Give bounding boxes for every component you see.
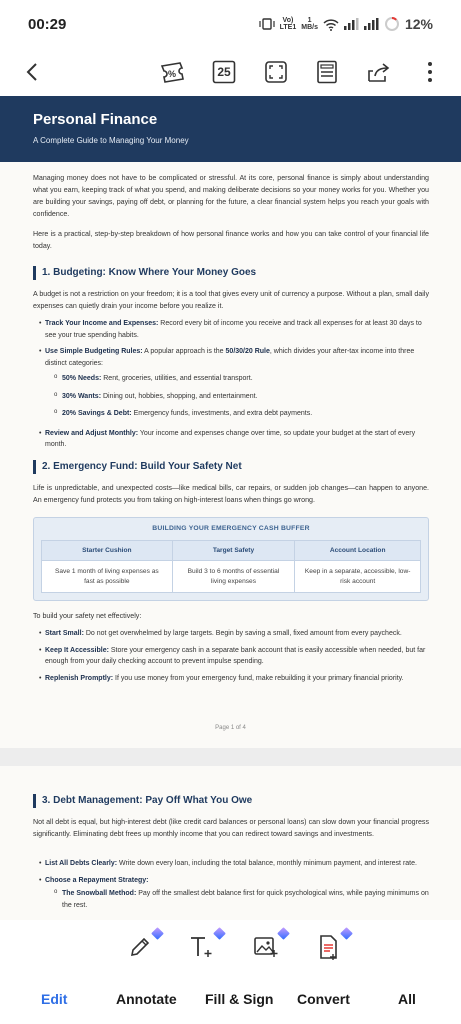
tab-edit[interactable]: Edit [41, 991, 68, 1007]
convert-document-icon [317, 934, 341, 960]
page-icon-number: 25 [217, 65, 231, 79]
edit-pen-tool[interactable] [124, 932, 156, 962]
document-viewport[interactable] [0, 96, 461, 920]
bottom-tab-bar [0, 972, 461, 1024]
share-button[interactable] [361, 54, 397, 90]
emergency-list [39, 628, 429, 684]
premium-diamond-icon [213, 927, 226, 940]
add-text-tool[interactable] [186, 932, 218, 962]
emergency-fund-table [41, 540, 421, 593]
intro-paragraph-1: Managing money does not have to be complicated or stressful. At its core, personal finance is simply about understanding what you earn, keeping track of what you spend, and making deliberate decisions so your money works for you. Whether you are building your savings, paying off debt, or planning for the future, a clear financial system helps you reach your goals with confidence. [33, 174, 429, 218]
callout-title: BUILDING YOUR EMERGENCY CASH BUFFER [152, 525, 310, 532]
tab-convert[interactable]: Convert [297, 991, 350, 1007]
table-cell: Build 3 to 6 months of essential living expenses [172, 561, 295, 593]
debt-lead: Not all debt is equal, but high-interest debt (like credit card balances or personal loans) can slow down your financial progress significantly. Eliminating debt frees up monthly income that you can redirect toward savings and investments. [33, 818, 429, 838]
vibrate-icon [259, 18, 275, 30]
share-icon [367, 61, 391, 83]
table-cell: Save 1 month of living expenses as fast as possible [42, 561, 173, 593]
list-item: • List All Debts Clearly: Write down every loan, including the total balance, monthly minimum payment, and interest rate. [39, 858, 429, 870]
emergency-lead: Life is unpredictable, and unexpected costs—like medical bills, car repairs, or sudden job changes—can happen to anyone. An emergency fund protects you from taking on high-interest loans when things go wrong. [33, 484, 429, 504]
network-speed: 1 MB/s [301, 17, 318, 31]
section-heading-budgeting: 1. Budgeting: Know Where Your Money Goes [33, 266, 256, 280]
signal-icon-2 [364, 18, 379, 30]
signal-icon [344, 18, 359, 30]
document-page-1 [0, 96, 461, 748]
budgeting-lead: A budget is not a restriction on your freedom; it is a tool that gives every unit of currency a purpose. Without a plan, small daily expenses can quietly drain your income before you realize it. [33, 290, 429, 310]
fullscreen-icon [264, 60, 288, 84]
add-image-tool[interactable] [250, 932, 282, 962]
status-icons [259, 16, 433, 32]
intro-paragraph-2: Here is a practical, step-by-step breakdown of how personal finance works and how you can take control of your financial life today. [33, 230, 429, 250]
premium-diamond-icon [340, 927, 353, 940]
section-heading-emergency-fund: 2. Emergency Fund: Build Your Safety Net [33, 460, 242, 474]
tab-all[interactable]: All [398, 991, 416, 1007]
budgeting-list [39, 318, 429, 451]
fullscreen-button[interactable] [258, 54, 294, 90]
sub-list-item: o 50% Needs: Rent, groceries, utilities, and essential transport. [45, 373, 429, 385]
battery-level: 12% [404, 16, 433, 32]
table-header-starter: Starter Cushion [42, 541, 173, 561]
convert-tool[interactable] [313, 932, 345, 962]
section-heading-debt: 3. Debt Management: Pay Off What You Owe [33, 794, 252, 808]
network-type: Vo) LTE1 [279, 17, 297, 31]
back-button[interactable] [14, 54, 50, 90]
sub-list-item: o The Snowball Method: Pay off the smallest debt balance first for quick psychological wins, while paying minimums on the rest. [45, 888, 429, 911]
premium-diamond-icon [277, 927, 290, 940]
bottom-tools-bar [0, 920, 461, 972]
premium-diamond-icon [151, 927, 164, 940]
sub-list-item: o 30% Wants: Dining out, hobbies, shopping, and entertainment. [45, 391, 429, 403]
document-page-2 [0, 766, 461, 920]
back-arrow-icon [25, 62, 39, 82]
status-bar [0, 0, 461, 50]
doc-subtitle: A Complete Guide to Managing Your Money [33, 136, 189, 145]
battery-ring-icon [384, 16, 400, 32]
sub-list-item: o 20% Savings & Debt: Emergency funds, investments, and extra debt payments. [45, 408, 429, 420]
add-text-icon [189, 935, 215, 959]
list-item: • Keep It Accessible: Store your emergency cash in a separate bank account that is easily accessible when needed, but far enough from your daily checking account to prevent impulse spending. [39, 645, 429, 668]
more-vertical-icon [427, 61, 433, 83]
emergency-fund-callout [33, 517, 429, 601]
edit-pen-icon [128, 935, 152, 959]
more-options-button[interactable] [412, 54, 448, 90]
coupon-percent-icon [159, 60, 185, 84]
list-item: • Review and Adjust Monthly: Your income and expenses change over time, so update your budget at the start of every month. [39, 428, 429, 451]
tab-fill-sign[interactable]: Fill & Sign [205, 991, 274, 1007]
document-view-icon [316, 60, 338, 84]
wifi-icon [323, 18, 339, 31]
list-item: • Use Simple Budgeting Rules: A popular approach is the 50/30/20 Rule, which divides your after-tax income into three distinct categories: o 50% Needs: Rent, groceries, utilities, and essential transport. o 30% Wants: Dining out, hobbies, shopping, and entertainment. o 20% Savings & Debt: Emergency funds, investments, and extra debt payments. [39, 346, 429, 420]
view-mode-button[interactable] [309, 54, 345, 90]
list-item: • Track Your Income and Expenses: Record every bit of income you receive and track all expenses for at least 30 days to see your true spending habits. [39, 318, 429, 341]
add-image-icon [253, 935, 279, 959]
doc-title: Personal Finance [33, 111, 158, 128]
table-header-location: Account Location [295, 541, 421, 561]
tab-annotate[interactable]: Annotate [116, 991, 177, 1007]
doc-header-banner [0, 96, 461, 162]
top-toolbar [0, 50, 461, 96]
list-item: • Start Small: Do not get overwhelmed by large targets. Begin by saving a small, fixed amount from every paycheck. [39, 628, 429, 640]
table-row [42, 561, 421, 593]
status-time: 00:29 [28, 16, 67, 33]
emergency-after-text: To build your safety net effectively: [33, 612, 142, 620]
debt-list [39, 858, 429, 911]
svg-text:%: % [168, 69, 177, 79]
table-header-target: Target Safety [172, 541, 295, 561]
coupon-button[interactable] [154, 54, 190, 90]
list-item: • Choose a Repayment Strategy: o The Snowball Method: Pay off the smallest debt balance first for quick psychological wins, while paying minimums on the rest. [39, 875, 429, 912]
list-item: • Replenish Promptly: If you use money from your emergency fund, make rebuilding it your primary financial priority. [39, 673, 429, 685]
page-jump-button[interactable] [206, 54, 242, 90]
table-cell: Keep in a separate, accessible, low-risk account [295, 561, 421, 593]
page-number-label: Page 1 of 4 [215, 725, 246, 731]
